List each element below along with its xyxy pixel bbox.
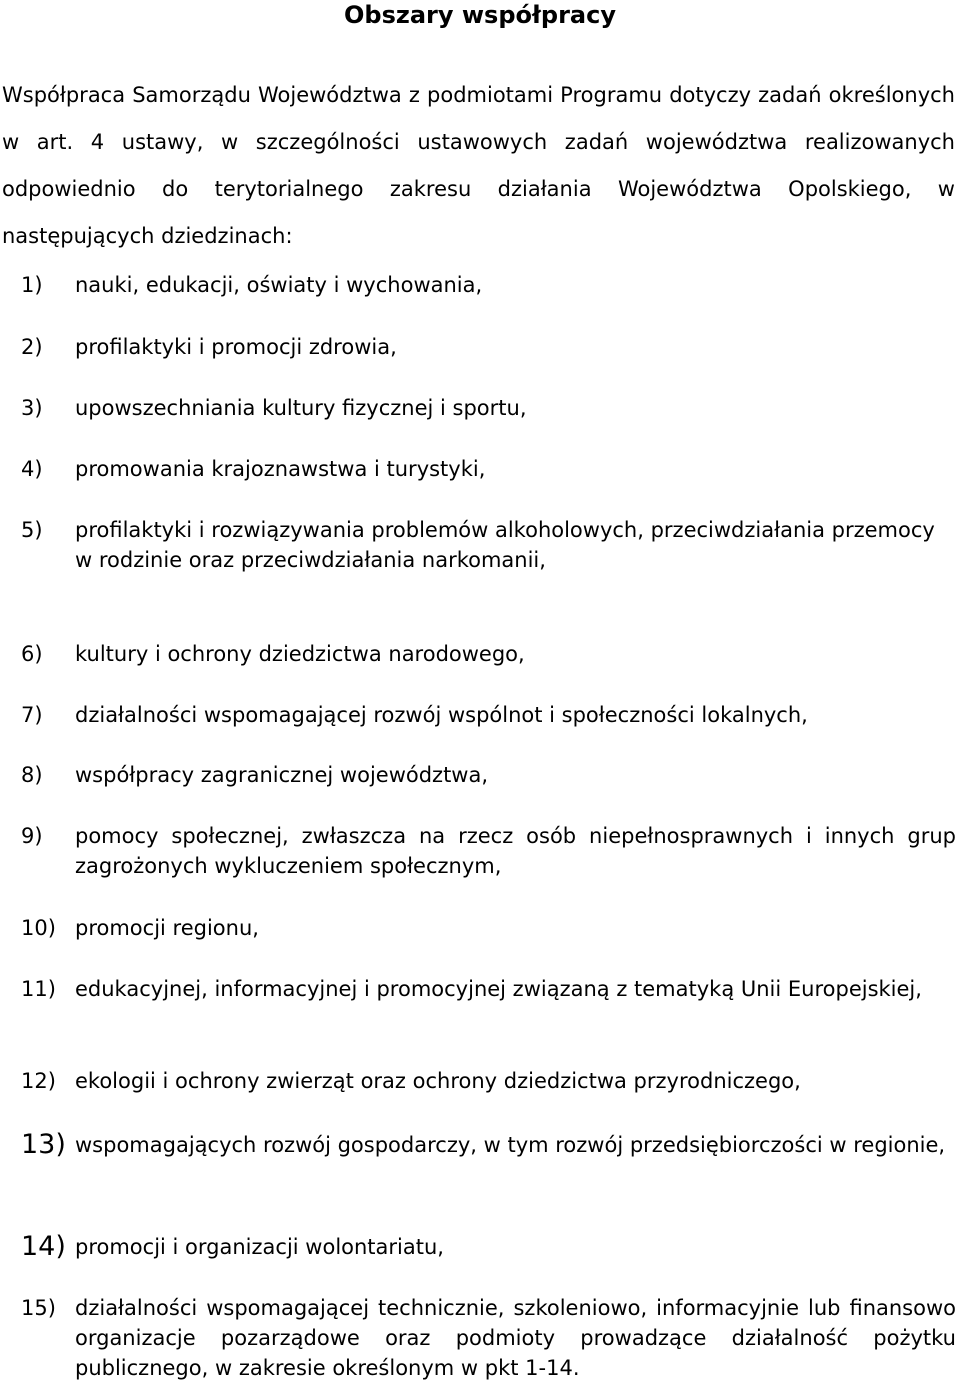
list-item-number: 2) bbox=[21, 335, 43, 359]
list-item-text: pomocy społecznej, zwłaszcza na rzecz osób niepełnosprawnych i innych grup zagrożonych wykluczeniem społecznym, bbox=[75, 824, 956, 878]
list-item-text: wspomagających rozwój gospodarczy, w tym rozwój przedsiębiorczości w regionie, bbox=[75, 1133, 946, 1157]
list-item-number: 10) bbox=[21, 916, 56, 940]
list-item-number: 13) bbox=[21, 1129, 66, 1160]
list-item-number: 11) bbox=[21, 977, 56, 1001]
list-item-number: 9) bbox=[21, 824, 43, 848]
list-item-text: działalności wspomagającej rozwój wspólnot i społeczności lokalnych, bbox=[75, 703, 808, 727]
list-item-text: edukacyjnej, informacyjnej i promocyjnej związaną z tematyką Unii Europejskiej, bbox=[75, 977, 922, 1001]
list-item-text: promocji regionu, bbox=[75, 916, 259, 940]
list-item-text: współpracy zagranicznej województwa, bbox=[75, 763, 489, 787]
list-item-number: 7) bbox=[21, 703, 43, 727]
list-item-number: 4) bbox=[21, 457, 43, 481]
list-item-text: upowszechniania kultury fizycznej i sportu, bbox=[75, 396, 527, 420]
list-item-text: nauki, edukacji, oświaty i wychowania, bbox=[75, 273, 483, 297]
list-item-number: 15) bbox=[21, 1296, 56, 1320]
list-item-text: działalności wspomagającej technicznie, szkoleniowo, informacyjnie lub finansowo organizacje pozarządowe oraz podmioty prowadzące działalność pożytku publicznego, w zakresie określonym w pkt 1-14. bbox=[75, 1296, 956, 1380]
list-item-text-line: w rodzinie oraz przeciwdziałania narkomanii, bbox=[75, 548, 546, 572]
list-item-number: 3) bbox=[21, 396, 43, 420]
list-item-text: promowania krajoznawstwa i turystyki, bbox=[75, 457, 486, 481]
list-item-text: kultury i ochrony dziedzictwa narodowego, bbox=[75, 642, 525, 666]
list-item-text bbox=[75, 515, 956, 575]
list-item-number: 6) bbox=[21, 642, 43, 666]
list-item-text-line: profilaktyki i rozwiązywania problemów alkoholowych, przeciwdziałania przemocy bbox=[75, 518, 935, 542]
list-item-text: ekologii i ochrony zwierząt oraz ochrony dziedzictwa przyrodniczego, bbox=[75, 1069, 801, 1093]
list-item-text: promocji i organizacji wolontariatu, bbox=[75, 1235, 444, 1259]
intro-paragraph: Współpraca Samorządu Województwa z podmiotami Programu dotyczy zadań określonych w art. 4 ustawy, w szczególności ustawowych zadań województwa realizowanych odpowiednio do terytorialnego zakresu działania Województwa Opolskiego, w następujących dziedzinach: bbox=[2, 83, 955, 248]
list-item-number: 14) bbox=[21, 1231, 66, 1262]
list-item-number: 5) bbox=[21, 518, 43, 542]
page-title: Obszary współpracy bbox=[344, 1, 616, 29]
list-item-text: profilaktyki i promocji zdrowia, bbox=[75, 335, 397, 359]
list-item-number: 8) bbox=[21, 763, 43, 787]
list-item-number: 1) bbox=[21, 273, 43, 297]
list-item-number: 12) bbox=[21, 1069, 56, 1093]
